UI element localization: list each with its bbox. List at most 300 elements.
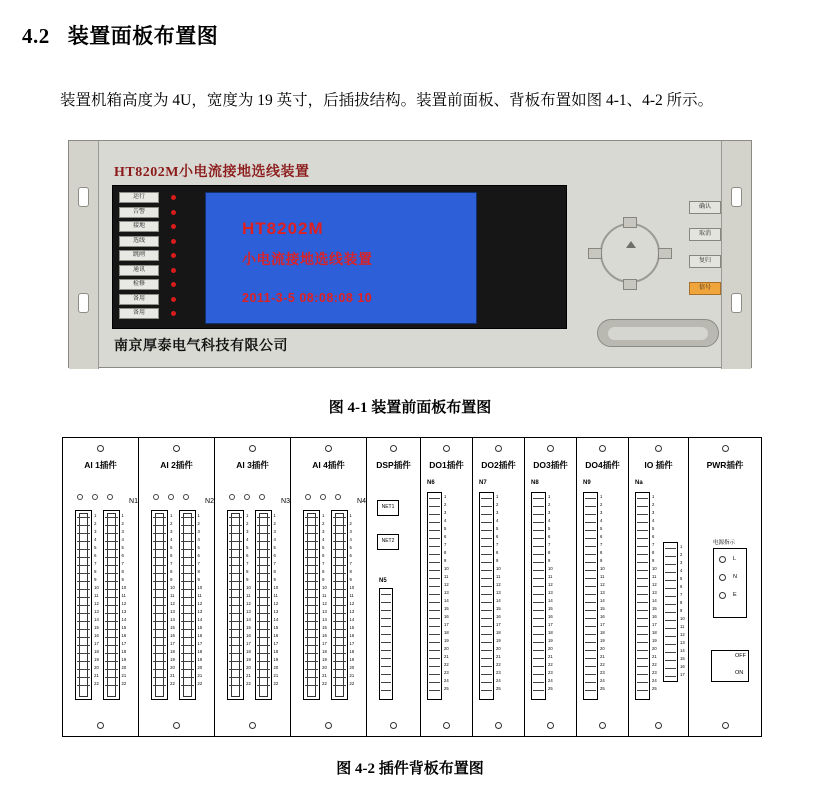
terminal-pin [77,669,90,670]
pin-number-label: 10 [600,566,605,571]
pin-number-label: 12 [444,582,449,587]
pin-number-label: 4 [322,537,325,542]
pin-number-label: 19 [444,638,449,643]
indicator-row [119,265,197,276]
pin-number-label: 13 [121,609,127,614]
terminal-pin [333,533,346,534]
pin-number-label: 14 [322,617,327,622]
pin-number-label: 14 [349,617,355,622]
navigation-keypad[interactable] [588,217,672,301]
pin-number-label: 1 [680,544,683,549]
keypad-left-button[interactable] [588,248,602,259]
terminal-pin [481,578,492,579]
pin-number-label: 7 [680,592,683,597]
pin-number-label: 8 [322,569,325,574]
terminal-pin [257,605,270,606]
terminal-pin [637,554,648,555]
pin-number-label: 17 [246,641,251,646]
terminal-pin [585,530,596,531]
pin-number-label: 15 [121,625,127,630]
pin-number-label: 6 [548,534,551,539]
pin-number-label: 3 [600,510,603,515]
terminal-pin [305,685,318,686]
terminal-pin [181,557,194,558]
terminal-pin [429,618,440,619]
terminal-pin [333,645,346,646]
pin-number-label: 9 [652,558,655,563]
terminal-pin [333,573,346,574]
pin-number-label: 2 [349,521,352,526]
pin-number-label: 15 [600,606,605,611]
terminal-pin [533,554,544,555]
slot-title-label: DSP插件 [376,460,411,470]
pin-number-label: 1 [496,494,499,499]
terminal-pin [481,666,492,667]
pin-number-label: 2 [94,521,97,526]
terminal-pin [305,549,318,550]
terminal-pin [77,613,90,614]
terminal-pin [181,661,194,662]
screw-icon [173,722,180,729]
pin-number-label: 5 [349,545,352,550]
terminal-block [479,492,494,700]
pin-number-label: 16 [600,614,605,619]
pin-number-label: 24 [652,678,657,683]
pin-number-label: 3 [444,510,447,515]
pin-number-label: 9 [349,577,352,582]
indicator-row [119,192,197,203]
terminal-pin [153,597,166,598]
network-port: NET2 [377,534,399,550]
terminal-pin [665,636,676,637]
terminal-pin [533,586,544,587]
terminal-pin [229,669,242,670]
terminal-pin [665,588,676,589]
terminal-pin [257,517,270,518]
pin-number-label: 4 [94,537,97,542]
terminal-pin [585,578,596,579]
terminal-block [303,510,320,700]
pin-number-label: 11 [121,593,126,598]
terminal-pin [77,605,90,606]
terminal-pin [665,564,676,565]
pin-number-label: 3 [246,529,249,534]
terminal-pin [429,562,440,563]
terminal-pin [305,669,318,670]
terminal-pin [637,562,648,563]
terminal-pin [637,642,648,643]
connector-tag-label: N8 [531,480,539,486]
screw-icon [229,494,235,500]
pin-number-label: 16 [170,633,175,638]
terminal-pin [665,668,676,669]
terminal-pin [257,581,270,582]
terminal-pin [533,690,544,691]
pin-number-label: 15 [273,625,279,630]
terminal-pin [105,613,118,614]
pin-number-label: 11 [197,593,202,598]
terminal-pin [181,645,194,646]
terminal-pin [533,594,544,595]
terminal-pin [637,682,648,683]
terminal-pin [153,605,166,606]
indicator-label: 运行 [119,192,159,203]
pin-number-label: 18 [496,630,501,635]
pin-number-label: 12 [246,601,251,606]
pin-number-label: 8 [273,569,276,574]
terminal-pin [381,650,391,651]
pin-number-label: 7 [349,561,352,566]
function-key-button[interactable]: 取消 [689,228,721,241]
terminal-pin [77,685,90,686]
pin-number-label: 11 [652,574,657,579]
terminal-pin [481,658,492,659]
terminal-pin [105,661,118,662]
terminal-pin [585,562,596,563]
pin-number-label: 20 [273,665,279,670]
function-key-button[interactable]: 信号 [689,282,721,295]
terminal-pin [257,637,270,638]
device-chassis [68,140,752,368]
terminal-pin [533,650,544,651]
pin-number-label: 22 [273,681,279,686]
pin-number-label: 21 [273,673,279,678]
terminal-pin [585,610,596,611]
terminal-pin [181,653,194,654]
pin-number-label: 20 [444,646,449,651]
pin-number-label: 10 [349,585,355,590]
pin-number-label: 19 [121,657,127,662]
terminal-pin [181,517,194,518]
power-switch-off-label: OFF [735,653,746,659]
pin-number-label: 6 [170,553,173,558]
terminal-pin [429,530,440,531]
terminal-pin [429,594,440,595]
terminal-pin [77,517,90,518]
terminal-pin [229,517,242,518]
terminal-pin [305,605,318,606]
pin-number-label: 22 [349,681,355,686]
indicator-led-icon [171,268,176,273]
pin-number-label: 3 [170,529,173,534]
terminal-pin [229,637,242,638]
backplane-slot [63,438,139,736]
pin-number-label: 20 [322,665,327,670]
pin-number-label: 5 [322,545,325,550]
pin-number-label: 4 [548,518,551,523]
terminal-pin [533,626,544,627]
pin-number-label: 6 [197,553,200,558]
pin-number-label: 23 [600,670,605,675]
pin-number-label: 17 [322,641,327,646]
terminal-pin [585,570,596,571]
pin-number-label: 14 [600,598,605,603]
screw-icon [719,556,726,563]
pin-number-label: 17 [170,641,175,646]
terminal-pin [429,522,440,523]
pin-number-label: 16 [349,633,355,638]
terminal-pin [77,661,90,662]
terminal-pin [181,613,194,614]
screw-row [139,494,214,503]
pin-number-label: 5 [170,545,173,550]
pin-number-label: 21 [246,673,251,678]
connector-tag-label: N9 [583,480,591,486]
terminal-pin [305,541,318,542]
pin-number-label: 20 [548,646,553,651]
pin-number-label: 9 [273,577,276,582]
terminal-pin [533,570,544,571]
pin-number-label: 13 [197,609,203,614]
terminal-pin [533,602,544,603]
pin-number-label: 7 [197,561,200,566]
pin-number-label: 18 [246,649,251,654]
terminal-pin [481,674,492,675]
pin-number-label: 21 [652,654,657,659]
terminal-pin [77,581,90,582]
terminal-pin [153,629,166,630]
indicator-row [119,250,197,261]
terminal-pin [381,602,391,603]
terminal-pin [181,669,194,670]
terminal-pin [533,498,544,499]
terminal-pin [105,565,118,566]
terminal-pin [229,677,242,678]
pin-number-label: 6 [600,534,603,539]
pin-number-label: 23 [496,670,501,675]
pin-number-label: 21 [548,654,553,659]
terminal-pin [585,522,596,523]
terminal-pin [77,621,90,622]
terminal-pin [77,557,90,558]
pin-number-label: 15 [548,606,553,611]
terminal-pin [333,677,346,678]
pin-number-label: 9 [496,558,499,563]
terminal-pin [481,554,492,555]
keypad-up-button[interactable] [623,217,637,228]
pin-number-label: 13 [246,609,251,614]
pin-number-label: 8 [600,550,603,555]
terminal-pin [257,549,270,550]
pin-number-label: 2 [496,502,499,507]
terminal-pin [105,525,118,526]
terminal-pin [585,546,596,547]
terminal-pin [105,589,118,590]
lcd-datetime: 2011-3-5 08:08:08 10 [242,291,373,305]
terminal-pin [429,658,440,659]
pin-number-label: 1 [322,513,325,518]
terminal-pin [181,605,194,606]
pin-number-label: 19 [170,657,175,662]
pin-number-label: 1 [600,494,603,499]
pin-number-label: 8 [496,550,499,555]
pin-number-label: 14 [170,617,175,622]
terminal-pin [481,546,492,547]
terminal-pin [533,530,544,531]
terminal-pin [105,629,118,630]
pin-number-label: 7 [322,561,325,566]
pin-number-label: 13 [600,590,605,595]
pin-number-label: 14 [444,598,449,603]
terminal-pin [637,538,648,539]
pin-number-label: 6 [444,534,447,539]
slot-title-label: IO 插件 [644,460,673,470]
terminal-pin [481,530,492,531]
backplane-slot [629,438,689,736]
pin-number-label: 21 [322,673,327,678]
pin-number-label: 19 [548,638,553,643]
screw-icon [722,445,729,452]
terminal-pin [229,525,242,526]
terminal-pin [429,650,440,651]
screw-icon [249,445,256,452]
indicator-led-icon [171,297,176,302]
terminal-pin [481,586,492,587]
screw-icon [443,445,450,452]
terminal-pin [481,498,492,499]
terminal-pin [665,572,676,573]
pin-number-label: 22 [600,662,605,667]
pin-number-label: 10 [496,566,501,571]
terminal-pin [305,637,318,638]
terminal-pin [77,597,90,598]
pin-number-label: 2 [652,502,655,507]
screw-icon [107,494,113,500]
pin-number-label: 19 [273,657,279,662]
terminal-pin [333,685,346,686]
terminal-pin [257,677,270,678]
screw-icon [97,445,104,452]
terminal-pin [481,602,492,603]
terminal-pin [585,642,596,643]
terminal-pin [105,541,118,542]
pin-number-label: 9 [322,577,325,582]
slot-title-label: DO1插件 [429,460,464,470]
pin-number-label: 13 [273,609,279,614]
figure-front-panel [68,140,752,368]
indicator-led-icon [171,239,176,244]
terminal-pin [257,685,270,686]
terminal-pin [637,498,648,499]
pin-number-label: 17 [349,641,355,646]
terminal-pin [105,581,118,582]
keypad-down-button[interactable] [623,279,637,290]
pin-number-label: 3 [197,529,200,534]
terminal-pin [429,570,440,571]
terminal-pin [637,674,648,675]
terminal-pin [257,653,270,654]
terminal-pin [333,629,346,630]
pin-number-label: 13 [444,590,449,595]
pin-number-label: 20 [600,646,605,651]
terminal-pin [481,610,492,611]
backplane-slot [215,438,291,736]
pin-number-label: 22 [121,681,127,686]
terminal-pin [533,506,544,507]
terminal-pin [153,669,166,670]
pin-number-label: 1 [197,513,200,518]
pin-number-label: 9 [94,577,97,582]
terminal-pin [333,525,346,526]
pin-number-label: 2 [600,502,603,507]
connector-tag-label: N5 [379,578,387,584]
terminal-pin [481,634,492,635]
pin-number-label: 25 [548,686,553,691]
pin-number-label: 13 [496,590,501,595]
terminal-pin [665,644,676,645]
pin-number-label: 6 [680,584,683,589]
power-terminal-label: L [733,556,737,562]
pin-number-label: 5 [680,576,683,581]
pin-number-label: 12 [94,601,99,606]
terminal-pin [229,645,242,646]
terminal-pin [429,538,440,539]
terminal-pin [181,541,194,542]
terminal-pin [381,682,391,683]
terminal-pin [333,661,346,662]
screw-icon [495,722,502,729]
terminal-pin [105,517,118,518]
terminal-pin [585,554,596,555]
function-key-button[interactable]: 复归 [689,255,721,268]
terminal-pin [481,626,492,627]
pin-number-label: 7 [652,542,655,547]
terminal-pin [229,613,242,614]
pin-number-label: 7 [121,561,124,566]
terminal-pin [181,597,194,598]
pin-number-label: 9 [197,577,200,582]
pin-number-label: 1 [170,513,173,518]
pin-number-label: 17 [600,622,605,627]
keypad-right-button[interactable] [658,248,672,259]
pin-number-label: 4 [652,518,655,523]
terminal-pin [153,541,166,542]
pin-number-label: 20 [246,665,251,670]
pin-number-label: 3 [652,510,655,515]
pin-number-label: 11 [170,593,175,598]
terminal-pin [257,645,270,646]
slot-title-label: PWR插件 [706,460,744,470]
pin-number-label: 21 [170,673,175,678]
terminal-pin [381,626,391,627]
pin-number-label: 22 [322,681,327,686]
pin-number-label: 4 [680,568,683,573]
pin-number-label: 3 [680,560,683,565]
terminal-pin [333,605,346,606]
pin-number-label: 4 [246,537,249,542]
pin-number-label: 3 [273,529,276,534]
mount-hole-icon [731,187,742,207]
pin-number-label: 9 [680,608,683,613]
terminal-pin [533,522,544,523]
backplane-slot [689,438,761,736]
pin-number-label: 10 [444,566,449,571]
pin-number-label: 23 [444,670,449,675]
pin-number-label: 14 [197,617,203,622]
pin-number-label: 6 [349,553,352,558]
pin-number-label: 6 [121,553,124,558]
terminal-pin [533,538,544,539]
terminal-pin [585,594,596,595]
pin-number-label: 22 [197,681,203,686]
terminal-pin [481,618,492,619]
function-key-button[interactable]: 确认 [689,201,721,214]
terminal-pin [429,682,440,683]
terminal-pin [305,517,318,518]
terminal-pin [381,658,391,659]
terminal-pin [429,514,440,515]
pin-number-label: 22 [496,662,501,667]
